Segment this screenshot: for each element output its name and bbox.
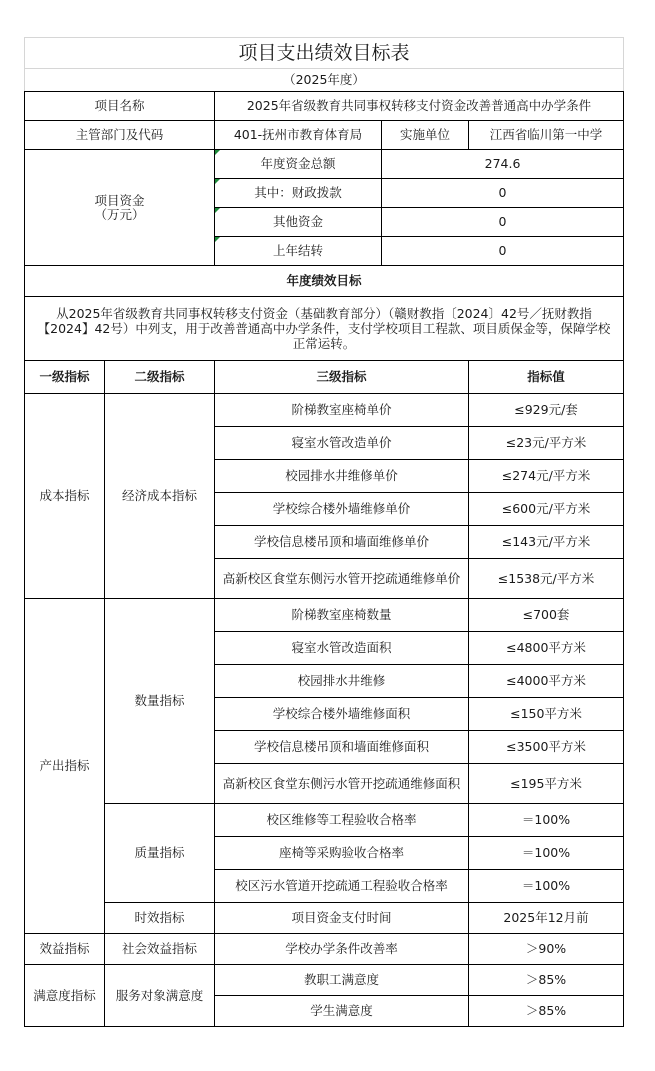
indicator-name: 寝室水管改造面积 [215, 632, 469, 665]
indicator-value: ＞85% [469, 965, 624, 996]
funds-row-value: 0 [382, 179, 624, 208]
benefit-level1: 效益指标 [25, 934, 105, 965]
indicator-value: ＝100% [469, 870, 624, 903]
indicator-name: 座椅等采购验收合格率 [215, 837, 469, 870]
header-level1: 一级指标 [25, 361, 105, 394]
indicator-value: ≤23元/平方米 [469, 427, 624, 460]
indicator-value: ≤929元/套 [469, 394, 624, 427]
indicator-value: ≤143元/平方米 [469, 526, 624, 559]
indicator-name: 高新校区食堂东侧污水管开挖疏通维修面积 [215, 764, 469, 804]
impl-value: 江西省临川第一中学 [469, 121, 624, 150]
indicator-value: ≤4000平方米 [469, 665, 624, 698]
header-value: 指标值 [469, 361, 624, 394]
funds-label: 项目资金 （万元） [25, 150, 215, 266]
indicator-value: ＞85% [469, 996, 624, 1027]
satisfaction-level1: 满意度指标 [25, 965, 105, 1027]
indicator-name: 校园排水井维修单价 [215, 460, 469, 493]
project-name-value: 2025年省级教育共同事权转移支付资金改善普通高中办学条件 [215, 92, 624, 121]
benefit-level2: 社会效益指标 [105, 934, 215, 965]
indicator-value: ＞90% [469, 934, 624, 965]
timeliness-level2: 时效指标 [105, 903, 215, 934]
indicator-name: 校区维修等工程验收合格率 [215, 804, 469, 837]
indicator-name: 校园排水井维修 [215, 665, 469, 698]
indicator-value: ＝100% [469, 804, 624, 837]
indicator-name: 学校综合楼外墙维修单价 [215, 493, 469, 526]
performance-target-sheet [24, 37, 623, 1027]
indicator-name: 高新校区食堂东侧污水管开挖疏通维修单价 [215, 559, 469, 599]
header-level3: 三级指标 [215, 361, 469, 394]
indicator-value: ≤3500平方米 [469, 731, 624, 764]
output-level1: 产出指标 [25, 599, 105, 934]
funds-row-label: 其他资金 [215, 208, 382, 237]
indicator-value: ≤4800平方米 [469, 632, 624, 665]
indicator-value: ≤274元/平方米 [469, 460, 624, 493]
indicator-name: 学校综合楼外墙维修面积 [215, 698, 469, 731]
indicator-value: ＝100% [469, 837, 624, 870]
indicator-value: 2025年12月前 [469, 903, 624, 934]
cost-level1: 成本指标 [25, 394, 105, 599]
goal-header: 年度绩效目标 [25, 266, 624, 297]
quality-level2: 质量指标 [105, 804, 215, 903]
funds-row-value: 274.6 [382, 150, 624, 179]
cost-level2: 经济成本指标 [105, 394, 215, 599]
goal-text: 从2025年省级教育共同事权转移支付资金（基础教育部分）（赣财教指〔2024〕42号／抚财教指【2024】42号）中列支，用于改善普通高中办学条件，支付学校项目工程款、项目质保金等，保障学校正常运转。 [25, 297, 624, 361]
funds-row-value: 0 [382, 237, 624, 266]
sheet-title: 项目支出绩效目标表 [25, 38, 624, 69]
indicator-name: 学校信息楼吊顶和墙面维修单价 [215, 526, 469, 559]
performance-target-table [24, 37, 624, 1027]
dept-value: 401-抚州市教育体育局 [215, 121, 382, 150]
indicator-name: 阶梯教室座椅数量 [215, 599, 469, 632]
indicator-value: ≤150平方米 [469, 698, 624, 731]
impl-label: 实施单位 [382, 121, 469, 150]
sheet-year: （2025年度） [25, 69, 624, 92]
indicator-name: 寝室水管改造单价 [215, 427, 469, 460]
funds-row-label: 其中：财政拨款 [215, 179, 382, 208]
indicator-value: ≤1538元/平方米 [469, 559, 624, 599]
dept-label: 主管部门及代码 [25, 121, 215, 150]
indicator-value: ≤700套 [469, 599, 624, 632]
indicator-name: 学校信息楼吊顶和墙面维修面积 [215, 731, 469, 764]
header-level2: 二级指标 [105, 361, 215, 394]
indicator-name: 校区污水管道开挖疏通工程验收合格率 [215, 870, 469, 903]
indicator-value: ≤195平方米 [469, 764, 624, 804]
quantity-level2: 数量指标 [105, 599, 215, 804]
funds-row-label: 上年结转 [215, 237, 382, 266]
project-name-label: 项目名称 [25, 92, 215, 121]
indicator-name: 学校办学条件改善率 [215, 934, 469, 965]
indicator-name: 阶梯教室座椅单价 [215, 394, 469, 427]
indicator-value: ≤600元/平方米 [469, 493, 624, 526]
indicator-name: 项目资金支付时间 [215, 903, 469, 934]
satisfaction-level2: 服务对象满意度 [105, 965, 215, 1027]
indicator-name: 学生满意度 [215, 996, 469, 1027]
indicator-name: 教职工满意度 [215, 965, 469, 996]
funds-row-label: 年度资金总额 [215, 150, 382, 179]
funds-row-value: 0 [382, 208, 624, 237]
